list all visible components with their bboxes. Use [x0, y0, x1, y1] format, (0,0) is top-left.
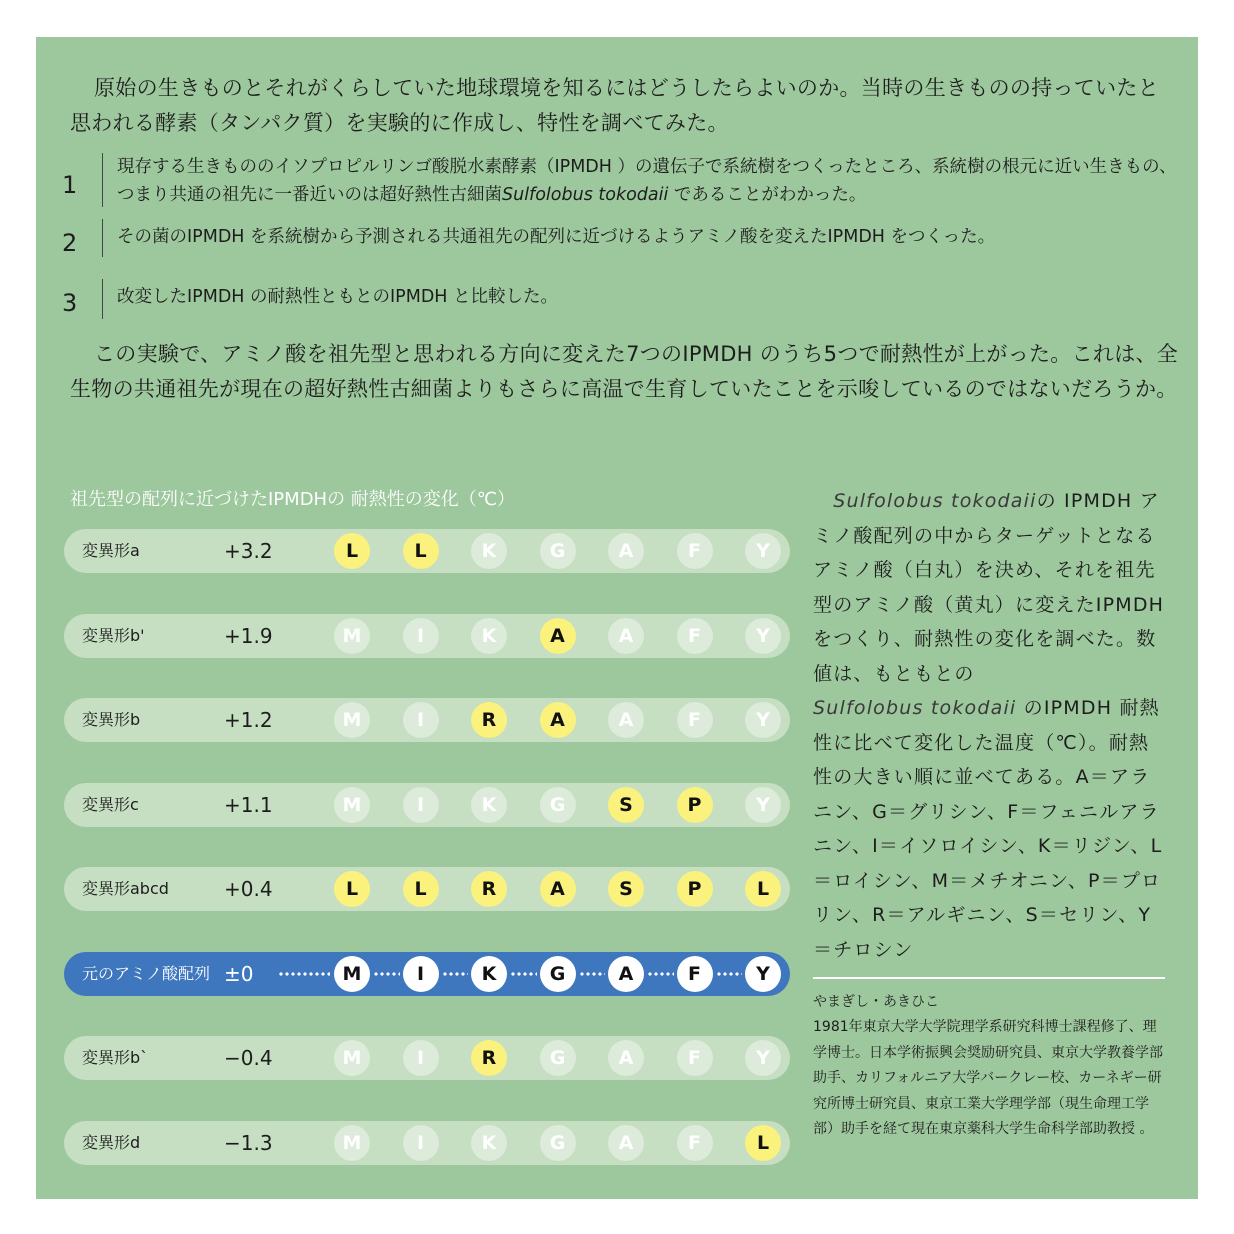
residue-circle: A: [608, 702, 644, 738]
sequence-connector: [579, 972, 606, 976]
residue-circle: F: [677, 1125, 713, 1161]
step-divider: [102, 279, 103, 319]
sequence-connector: [278, 972, 330, 976]
residue-circle: M: [334, 787, 370, 823]
residue-circle: I: [403, 702, 439, 738]
delta-value: +0.4: [224, 877, 273, 901]
residue-circle: Y: [745, 702, 781, 738]
variant-name: 変異形b`: [82, 1048, 149, 1067]
residue-circle: I: [403, 1125, 439, 1161]
residue-circle: M: [334, 702, 370, 738]
species-name: Sulfolobus tokodaii: [833, 490, 1037, 512]
residue-circle: I: [403, 618, 439, 654]
residue-circle: F: [677, 956, 713, 992]
residue-circle: G: [540, 787, 576, 823]
residue-circle: F: [677, 1040, 713, 1076]
residue-circle: I: [403, 1040, 439, 1076]
residue-circle: Y: [745, 618, 781, 654]
residue-circle: F: [677, 533, 713, 569]
ancestral-residue-circle: L: [334, 871, 370, 907]
variant-row: [64, 783, 790, 827]
sequence-connector: [373, 972, 400, 976]
residue-circle: G: [540, 1125, 576, 1161]
delta-value: +1.9: [224, 623, 273, 648]
residue-circle: K: [471, 533, 507, 569]
residue-circle: Y: [745, 1040, 781, 1076]
step-divider: [102, 153, 103, 207]
residue-circle: M: [334, 956, 370, 992]
residue-circle: A: [608, 1125, 644, 1161]
ancestral-residue-circle: L: [403, 533, 439, 569]
species-name: Sulfolobus tokodaii: [813, 697, 1017, 719]
residue-circle: I: [403, 956, 439, 992]
step-number: 1: [62, 171, 78, 199]
delta-value: +3.2: [224, 539, 273, 563]
chart-title: 祖先型の配列に近づけたIPMDHの 耐熱性の変化（℃）: [70, 489, 516, 510]
sequence-connector: [647, 972, 674, 976]
residue-circle: Y: [745, 533, 781, 569]
ancestral-residue-circle: P: [677, 871, 713, 907]
ancestral-residue-circle: R: [471, 702, 507, 738]
step-text: [117, 153, 1177, 209]
intro-paragraph: 原始の生きものとそれがくらしていた地球環境を知るにはどうしたらよいのか。当時の生きものの持っていたと思われる酵素（タンパク質）を実験的に作成し、特性を調べてみた。: [70, 76, 1159, 135]
residue-circle: I: [403, 787, 439, 823]
residue-circle: A: [608, 533, 644, 569]
variant-row: [64, 529, 790, 573]
variant-name: 変異形c: [82, 794, 139, 814]
step-number: 3: [62, 289, 78, 317]
step-divider: [102, 219, 103, 257]
residue-circle: G: [540, 533, 576, 569]
variant-row: [64, 1121, 790, 1165]
residue-circle: K: [471, 787, 507, 823]
delta-value: +1.2: [224, 708, 273, 732]
residue-circle: K: [471, 618, 507, 654]
variant-row: [64, 867, 790, 911]
residue-circle: F: [677, 618, 713, 654]
step-text: 改変したIPMDH の耐熱性ともとのIPMDH と比較した。: [117, 287, 559, 307]
figure-description: [813, 484, 1165, 967]
variant-name: 変異形d: [82, 1132, 141, 1152]
residue-circle: G: [540, 956, 576, 992]
residue-circle: A: [608, 618, 644, 654]
step-number: 2: [62, 229, 78, 257]
author-bio: 1981年東京大学大学院理学系研究科博士課程修了、理学博士。日本学術振興会奨励研究員、東京大学教養学部助手、カリフォルニア大学バークレー校、カーネギー研究所博士研究員、東京工業大学理学部（現生命理工学部）助手を経て現在東京薬科大学生命科学部助教授 。: [813, 1019, 1163, 1137]
ancestral-residue-circle: A: [540, 702, 576, 738]
article-panel: [36, 37, 1198, 1199]
description-part: の IPMDH アミノ酸配列の中からターゲットとなるアミノ酸（白丸）を決め、それを祖先型のアミノ酸（黄丸）に変えたIPMDHをつくり、耐熱性の変化を調べた。数値は、もともとの: [813, 490, 1165, 685]
residue-circle: K: [471, 1125, 507, 1161]
residue-circle: Y: [745, 956, 781, 992]
residue-circle: M: [334, 1040, 370, 1076]
step-text: その菌のIPMDH を系統樹から予測される共通祖先の配列に近づけるようアミノ酸を変えたIPMDH をつくった。: [117, 227, 996, 247]
delta-value: +1.1: [224, 792, 273, 817]
sequence-connector: [716, 972, 743, 976]
step-text-part: であることがわかった。: [668, 185, 867, 205]
variant-name: 変異形abcd: [82, 879, 169, 898]
ancestral-residue-circle: A: [540, 871, 576, 907]
residue-circle: G: [540, 1040, 576, 1076]
ancestral-residue-circle: L: [745, 1125, 781, 1161]
residue-circle: Y: [745, 787, 781, 823]
ancestral-residue-circle: R: [471, 1040, 507, 1076]
residue-circle: M: [334, 1125, 370, 1161]
description-part: のIPMDH 耐熱性に比べて変化した温度（℃）。耐熱性の大きい順に並べてある。A＝アラニン、G＝グリシン、F＝フェニルアラニン、I＝イソロイシン、K＝リジン、L＝ロイシン、M＝メチオニン、P＝プロリン、R＝アルギニン、S＝セリン、Y＝チロシン: [813, 697, 1163, 961]
original-sequence-row: [64, 952, 790, 996]
author-divider: [813, 977, 1165, 979]
residue-circle: A: [608, 956, 644, 992]
variant-name: 変異形b': [82, 625, 145, 645]
variant-name: 元のアミノ酸配列: [82, 963, 211, 983]
author-name: やまぎし・あきひこ: [813, 994, 939, 1010]
residue-circle: M: [334, 618, 370, 654]
variant-name: 変異形a: [82, 541, 140, 560]
variant-name: 変異形b: [82, 710, 141, 729]
sequence-connector: [510, 972, 537, 976]
sequence-connector: [442, 972, 469, 976]
ancestral-residue-circle: R: [471, 871, 507, 907]
residue-circle: A: [608, 1040, 644, 1076]
step-text-part: 現存する生きもののイソプロピルリンゴ酸脱水素酵素（IPMDH ）の遺伝子で系統樹をつくったところ、系統樹の根元に近い生きもの、つまり共通の祖先に一番近いのは超好熱性古細菌: [117, 157, 1177, 205]
variant-row: [64, 698, 790, 742]
ancestral-residue-circle: S: [608, 787, 644, 823]
species-name: Sulfolobus tokodaii: [502, 185, 669, 205]
variant-row: [64, 614, 790, 658]
ancestral-residue-circle: L: [334, 533, 370, 569]
ancestral-residue-circle: L: [745, 871, 781, 907]
delta-value: ±0: [224, 961, 254, 986]
ancestral-residue-circle: S: [608, 871, 644, 907]
ancestral-residue-circle: A: [540, 618, 576, 654]
residue-circle: K: [471, 956, 507, 992]
delta-value: −1.3: [224, 1130, 273, 1155]
variant-row: [64, 1036, 790, 1080]
delta-value: −0.4: [224, 1046, 273, 1070]
ancestral-residue-circle: P: [677, 787, 713, 823]
residue-circle: F: [677, 702, 713, 738]
conclusion-paragraph: この実験で、アミノ酸を祖先型と思われる方向に変えた7つのIPMDH のうち5つで耐熱性が上がった。これは、全生物の共通祖先が現在の超好熱性古細菌よりもさらに高温で生育していたことを示唆しているのではないだろうか。: [70, 342, 1179, 401]
ancestral-residue-circle: L: [403, 871, 439, 907]
